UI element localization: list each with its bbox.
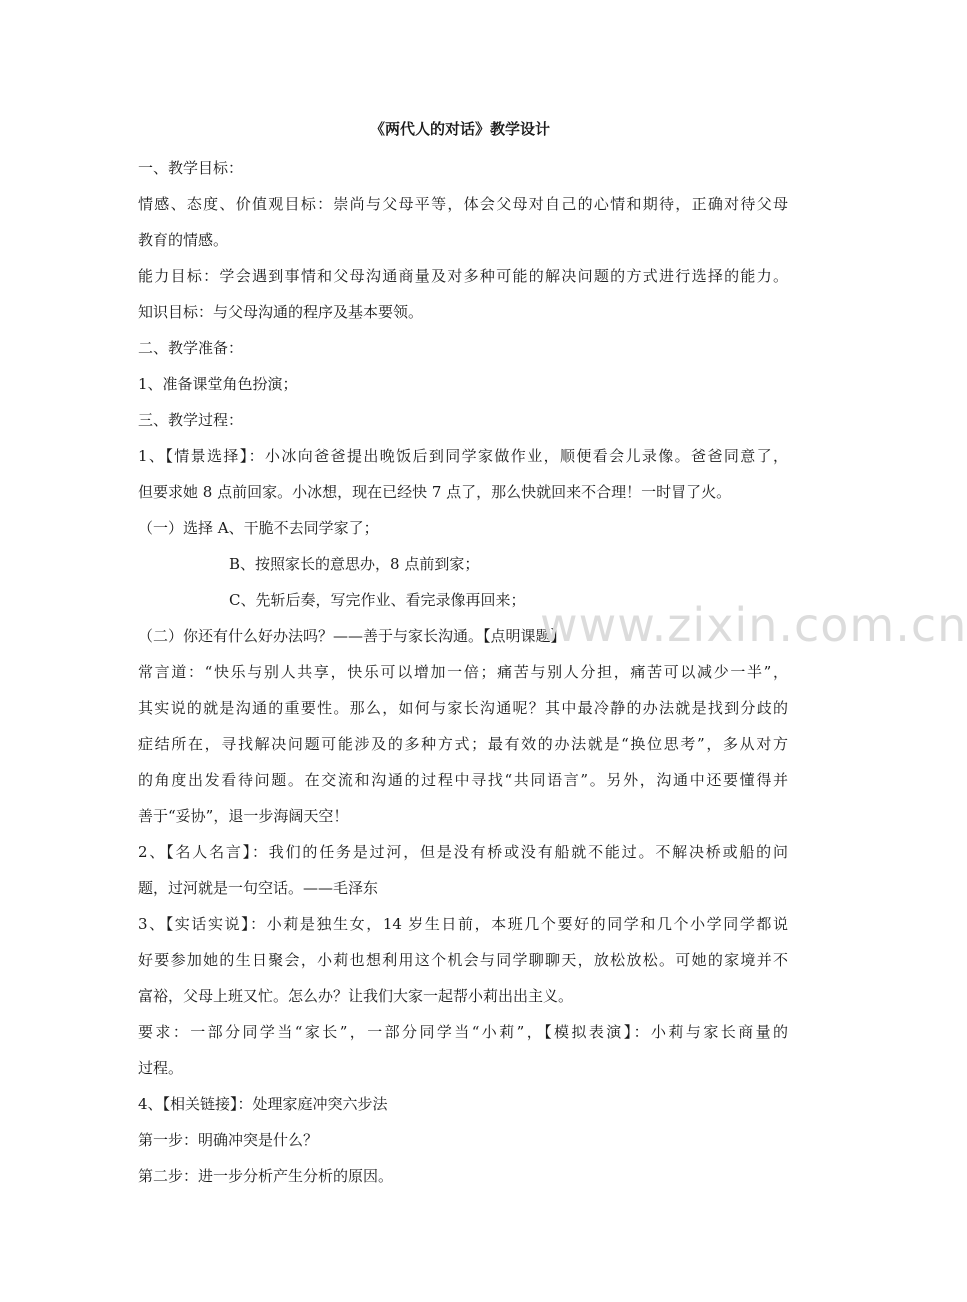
text-line: 1、【情景选择】：小冰向爸爸提出晚饭后到同学家做作业，顺便看会儿录像。爸爸同意了， xyxy=(138,447,788,465)
text-line: 能力目标：学会遇到事情和父母沟通商量及对多种可能的解决问题的方式进行选择的能力。 xyxy=(138,267,788,285)
watermark: www.zixin.com.cn xyxy=(540,598,967,652)
text-line: 4、【相关链接】：处理家庭冲突六步法 xyxy=(138,1095,388,1113)
text-line: 教育的情感。 xyxy=(138,231,229,249)
text-line: 症结所在，寻找解决问题可能涉及的多种方式；最有效的办法就是“换位思考”，多从对方 xyxy=(138,735,788,753)
option-line: （一）选择 A、干脆不去同学家了； xyxy=(138,519,379,537)
text-line: 的角度出发看待问题。在交流和沟通的过程中寻找“共同语言”。另外，沟通中还要懂得并 xyxy=(138,771,788,789)
text-line: 二、教学准备： xyxy=(138,339,244,357)
text-line: 但要求她 8 点前回家。小冰想，现在已经快 7 点了，那么快就回来不合理！一时冒了火。 xyxy=(138,483,732,501)
option-line: C、先斩后奏，写完作业、看完录像再回来； xyxy=(229,591,526,609)
text-line: 情感、态度、价值观目标：崇尚与父母平等，体会父母对自己的心情和期待，正确对待父母 xyxy=(138,195,788,213)
option-line: B、按照家长的意思办，8 点前到家； xyxy=(229,555,480,573)
text-line: 第一步：明确冲突是什么？ xyxy=(138,1131,319,1149)
text-line: 题，过河就是一句空话。——毛泽东 xyxy=(138,879,379,897)
text-line: （二）你还有什么好办法吗？——善于与家长沟通。【点明课题】 xyxy=(138,627,566,645)
text-line: 善于“妥协”，退一步海阔天空！ xyxy=(138,807,349,825)
text-line: 第二步：进一步分析产生分析的原因。 xyxy=(138,1167,394,1185)
text-line: 过程。 xyxy=(138,1059,184,1077)
text-line: 其实说的就是沟通的重要性。那么，如何与家长沟通呢？其中最冷静的办法就是找到分歧的 xyxy=(138,699,788,717)
text-line: 一、教学目标： xyxy=(138,159,244,177)
text-line: 2、【名人名言】：我们的任务是过河，但是没有桥或没有船就不能过。不解决桥或船的问 xyxy=(138,843,788,861)
document-title: 《两代人的对话》教学设计 xyxy=(369,120,550,138)
text-line: 三、教学过程： xyxy=(138,411,244,429)
text-line: 知识目标：与父母沟通的程序及基本要领。 xyxy=(138,303,424,321)
text-line: 3、【实话实说】：小莉是独生女，14 岁生日前，本班几个要好的同学和几个小学同学都说 xyxy=(138,915,788,933)
text-line: 常言道：“快乐与别人共享，快乐可以增加一倍；痛苦与别人分担，痛苦可以减少一半”， xyxy=(138,663,788,681)
text-line: 好要参加她的生日聚会，小莉也想利用这个机会与同学聊聊天，放松放松。可她的家境并不 xyxy=(138,951,788,969)
text-line: 要求：一部分同学当“家长”，一部分同学当“小莉”，【模拟表演】：小莉与家长商量的 xyxy=(138,1023,788,1041)
text-line: 1、准备课堂角色扮演； xyxy=(138,375,298,393)
text-line: 富裕，父母上班又忙。怎么办？让我们大家一起帮小莉出出主义。 xyxy=(138,987,574,1005)
